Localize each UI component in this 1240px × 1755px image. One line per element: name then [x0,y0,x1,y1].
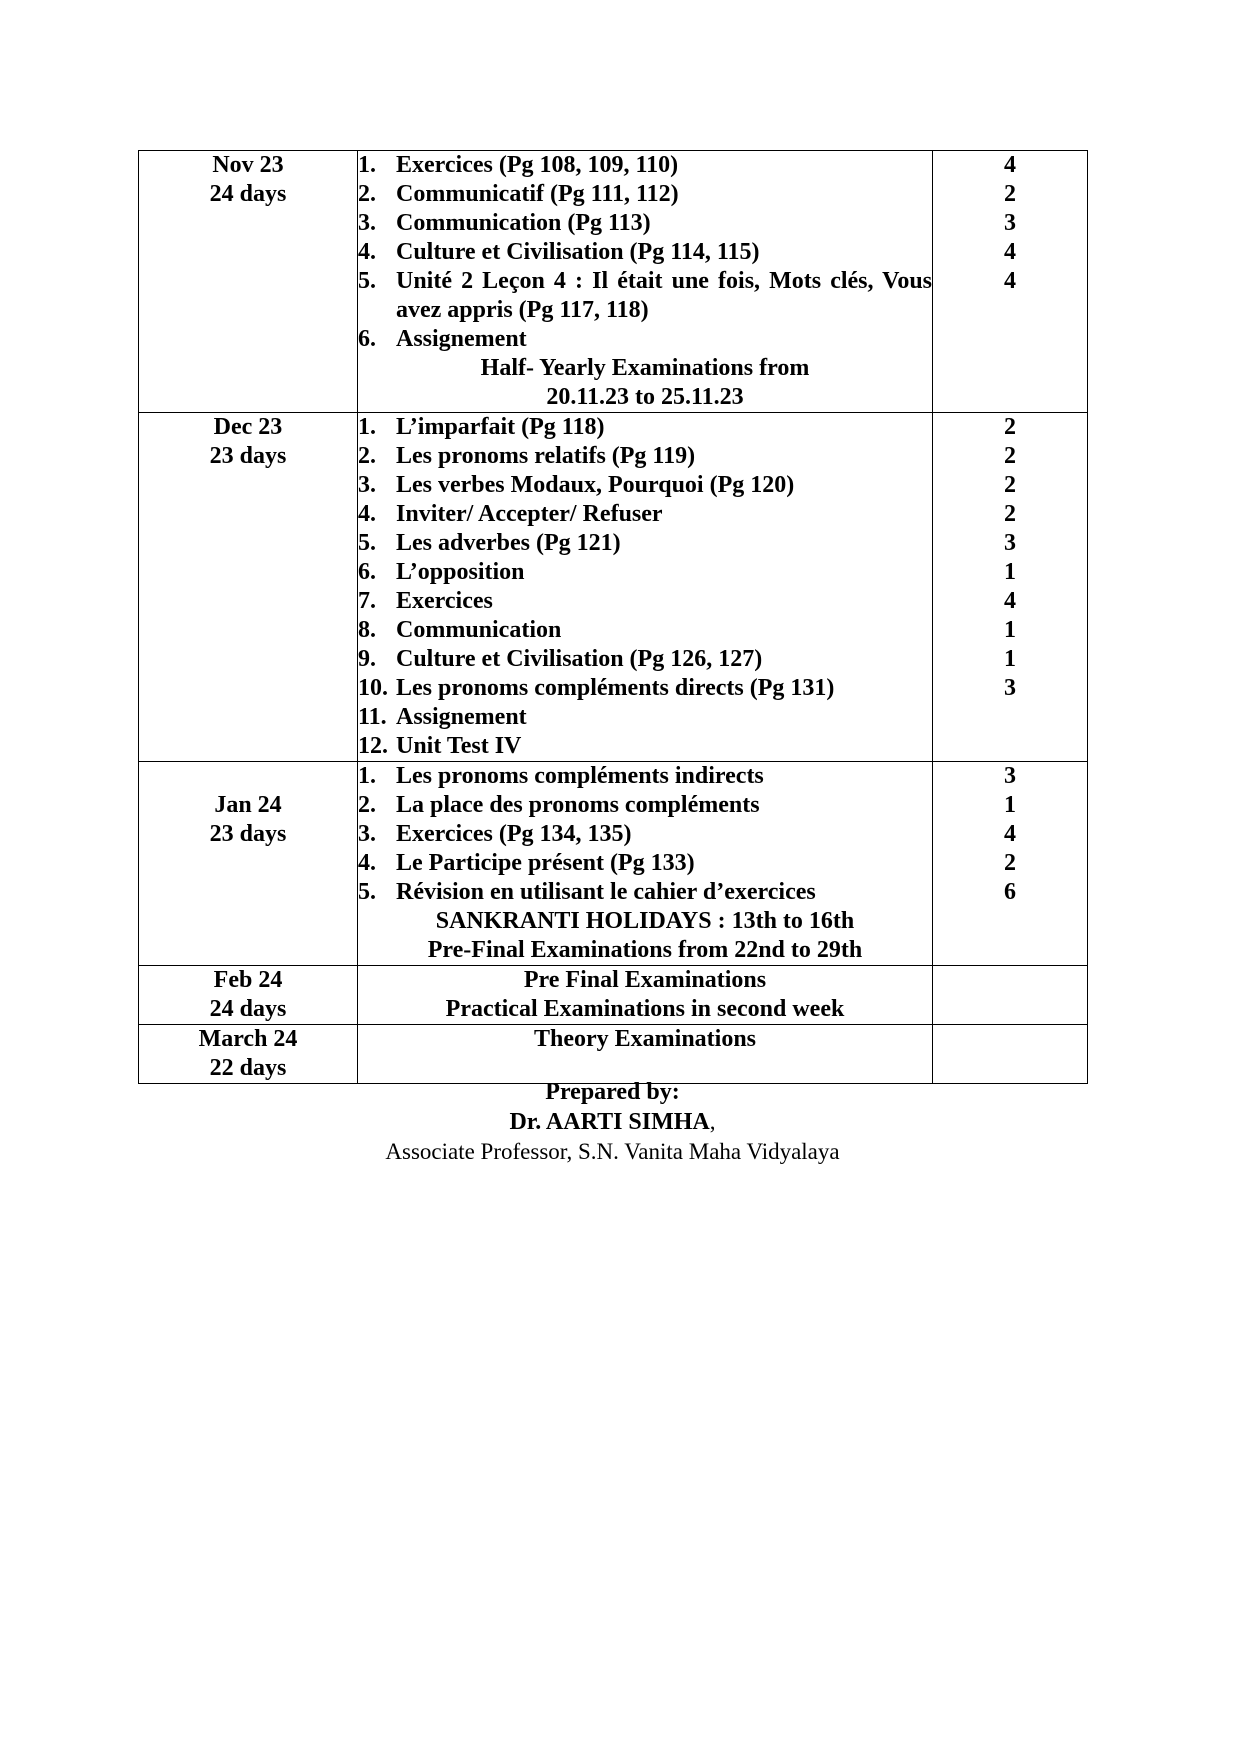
topic-item [358,413,932,442]
month-days: 24 days [209,181,287,207]
month-cell [139,966,358,1025]
topic-item [358,616,932,645]
author-line [138,1107,1087,1137]
topic-number: 5. [358,530,376,556]
topics-cell [358,1025,933,1084]
topic-number: 11. [358,704,387,730]
topics-cell [358,762,933,966]
hours-value: 1 [1004,646,1016,672]
hours-cell [933,966,1088,1025]
topic-item [358,732,932,761]
topic-text: Assignement [396,326,527,352]
topic-text: Exercices (Pg 134, 135) [396,821,632,847]
topic-item [358,645,932,674]
topic-number: 2. [358,181,376,207]
hours-value: 6 [1004,879,1016,905]
topic-item [358,762,932,791]
hours-cell [933,151,1088,413]
month-label: Jan 24 [214,792,282,818]
hours-cell [933,413,1088,762]
topic-item [358,180,932,209]
month-label: Feb 24 [213,967,283,993]
topic-number: 1. [358,763,376,789]
topic-text: Les adverbes (Pg 121) [396,530,621,556]
hours-value: 1 [1004,792,1016,818]
hours-value: 2 [1004,414,1016,440]
schedule-note: Theory Examinations [533,1026,757,1052]
topic-text: Les verbes Modaux, Pourquoi (Pg 120) [396,472,795,498]
month-row [139,413,1088,762]
topic-number: 10. [358,675,388,701]
topic-number: 1. [358,152,376,178]
topic-item [358,674,932,703]
topic-number: 7. [358,588,376,614]
topic-text: Exercices [396,588,493,614]
topic-text: Unité 2 Leçon 4 : Il était une fois, Mots clés, Vous avez appris (Pg 117, 118) [396,268,932,323]
hours-value: 4 [1004,268,1016,294]
topic-number: 4. [358,850,376,876]
topic-text: La place des pronoms compléments [396,792,760,818]
topic-text: Les pronoms compléments directs (Pg 131) [396,675,835,701]
topic-text: Révision en utilisant le cahier d’exercices [396,879,816,905]
topic-number: 3. [358,472,376,498]
hours-value: 2 [1004,850,1016,876]
topic-text: Assignement [396,704,527,730]
topic-number: 2. [358,443,376,469]
topic-number: 4. [358,501,376,527]
hours-value: 2 [1004,443,1016,469]
topic-text: Les pronoms relatifs (Pg 119) [396,443,696,469]
month-cell [139,1025,358,1084]
topic-item [358,558,932,587]
topic-number: 6. [358,326,376,352]
topic-text: L’opposition [396,559,525,585]
hours-value: 4 [1004,821,1016,847]
topic-text: Exercices (Pg 108, 109, 110) [396,152,679,178]
schedule-note: Pre-Final Examinations from 22nd to 29th [427,937,863,963]
schedule-note: Half- Yearly Examinations from [480,355,810,381]
topic-text: Unit Test IV [396,733,522,759]
topics-cell [358,413,933,762]
topic-text: Les pronoms compléments indirects [396,763,764,789]
topic-item [358,703,932,732]
topic-item [358,267,932,325]
topic-number: 12. [358,733,388,759]
topic-number: 8. [358,617,376,643]
topic-item [358,878,932,907]
topic-item [358,500,932,529]
topic-text: Culture et Civilisation (Pg 114, 115) [396,239,760,265]
schedule-note: Pre Final Examinations [523,967,767,993]
topic-number: 6. [358,559,376,585]
schedule-note: Practical Examinations in second week [445,996,845,1022]
hours-value: 3 [1004,530,1016,556]
month-days: 22 days [209,1055,287,1081]
month-row [139,151,1088,413]
topic-number: 4. [358,239,376,265]
topic-number: 3. [358,210,376,236]
syllabus-table [138,150,1088,1084]
schedule-note: SANKRANTI HOLIDAYS : 13th to 16th [435,908,855,934]
syllabus-sheet [138,150,1087,1084]
topic-item [358,849,932,878]
topic-text: Culture et Civilisation (Pg 126, 127) [396,646,763,672]
topic-item [358,471,932,500]
topic-item [358,587,932,616]
topic-item [358,151,932,180]
prepared-by-label: Prepared by: [545,1079,680,1105]
month-row [139,966,1088,1025]
topic-item [358,442,932,471]
hours-cell [933,1025,1088,1084]
topic-item [358,791,932,820]
hours-value: 4 [1004,152,1016,178]
topic-item [358,209,932,238]
topic-number: 5. [358,879,376,905]
hours-value: 3 [1004,763,1016,789]
topic-text: Communication [396,617,562,643]
author-designation: Associate Professor, S.N. Vanita Maha Vidyalaya [385,1139,840,1164]
topic-number: 3. [358,821,376,847]
topic-text: Le Participe présent (Pg 133) [396,850,695,876]
hours-cell [933,762,1088,966]
topic-item [358,820,932,849]
month-days: 23 days [209,443,287,469]
topic-text: Communicatif (Pg 111, 112) [396,181,679,207]
month-days: 24 days [209,996,287,1022]
topic-item [358,238,932,267]
author-name: Dr. AARTI SIMHA [509,1109,710,1135]
topic-number: 2. [358,792,376,818]
hours-value: 3 [1004,210,1016,236]
month-days: 23 days [209,821,287,847]
hours-value: 3 [1004,675,1016,701]
topic-text: Communication (Pg 113) [396,210,651,236]
month-cell [139,151,358,413]
schedule-note: 20.11.23 to 25.11.23 [546,384,744,410]
month-row [139,762,1088,966]
month-row [139,1025,1088,1084]
topics-cell [358,151,933,413]
topic-number: 5. [358,268,376,294]
hours-value: 1 [1004,617,1016,643]
hours-value: 4 [1004,588,1016,614]
author-name-suffix: , [709,1109,716,1134]
topic-number: 1. [358,414,376,440]
month-label: March 24 [198,1026,298,1052]
topics-cell [358,966,933,1025]
topic-number: 9. [358,646,376,672]
footer [138,1077,1087,1167]
topic-item [358,325,932,354]
topic-text: L’imparfait (Pg 118) [396,414,605,440]
syllabus-table-body [139,151,1088,1084]
month-cell [139,413,358,762]
hours-value: 1 [1004,559,1016,585]
month-label: Nov 23 [212,152,284,178]
hours-value: 2 [1004,472,1016,498]
topic-item [358,529,932,558]
hours-value: 2 [1004,181,1016,207]
month-cell [139,762,358,966]
hours-value: 4 [1004,239,1016,265]
topic-text: Inviter/ Accepter/ Refuser [396,501,663,527]
month-label: Dec 23 [213,414,283,440]
hours-value: 2 [1004,501,1016,527]
